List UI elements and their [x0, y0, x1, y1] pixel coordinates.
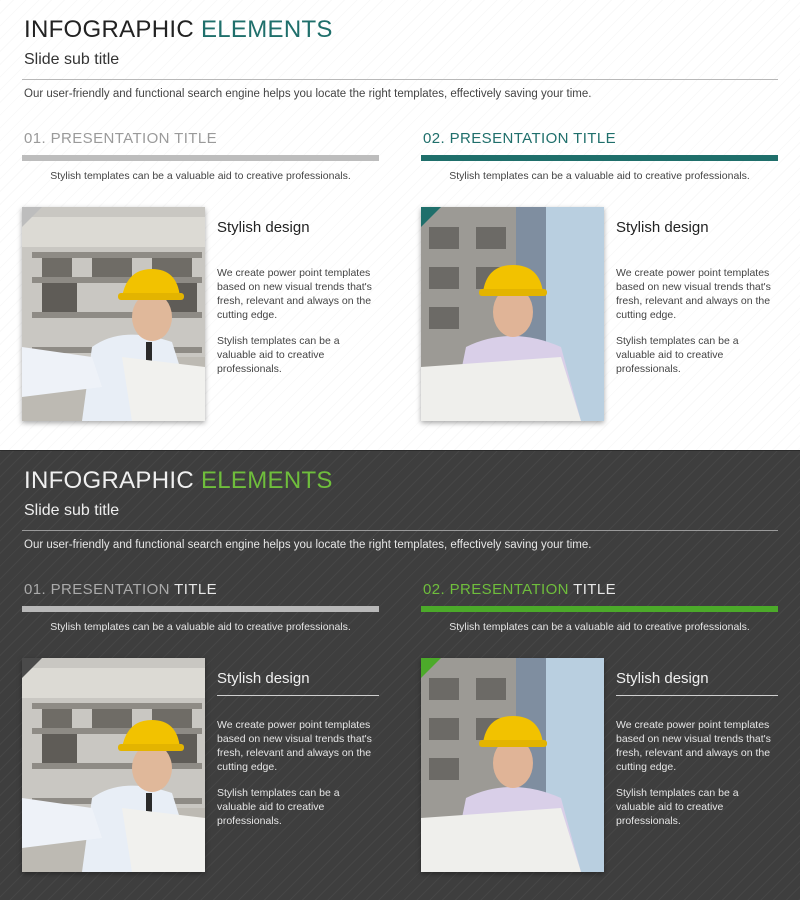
- section-title-part2: TITLE: [174, 581, 218, 598]
- section-title: [421, 130, 778, 152]
- slide-title: [24, 467, 333, 495]
- corner-accent: [421, 658, 441, 678]
- slide-title: [24, 16, 333, 44]
- slide-title-accent: ELEMENTS: [200, 467, 333, 494]
- card-text: [217, 670, 379, 828]
- card-paragraph-1: We create power point templates based on new visual trends that's fresh, relevant and always on the cutting edge.: [217, 719, 372, 773]
- card-paragraph-2: Stylish templates can be a valuable aid to creative professionals.: [616, 335, 739, 375]
- section-bar: [421, 155, 778, 161]
- card-text: [217, 219, 379, 376]
- section-2: [421, 130, 778, 423]
- card-text: [616, 670, 778, 828]
- slide-subtitle: Slide sub title: [24, 51, 120, 68]
- intro-text: Our user-friendly and functional search engine helps you locate the right templates, effectively saving your time.: [24, 88, 592, 100]
- section-bar: [22, 155, 379, 161]
- section-title-part2: TITLE: [573, 581, 617, 598]
- card-text: [616, 219, 778, 376]
- card-heading: Stylish design: [616, 670, 778, 696]
- section-title-part2: TITLE: [174, 130, 218, 147]
- section-title-part1: 01. PRESENTATION: [24, 130, 170, 147]
- content-card: [22, 658, 379, 874]
- section-2: [421, 581, 778, 874]
- divider: [22, 79, 778, 80]
- section-1: [22, 130, 379, 423]
- section-title-part1: 02. PRESENTATION: [423, 130, 569, 147]
- content-card: [22, 207, 379, 423]
- corner-accent: [22, 658, 42, 678]
- section-bar: [421, 606, 778, 612]
- section-description: Stylish templates can be a valuable aid to creative professionals.: [449, 170, 750, 182]
- content-card: [421, 658, 778, 874]
- engineer-photo: [421, 207, 604, 421]
- section-description: Stylish templates can be a valuable aid to creative professionals.: [50, 170, 351, 182]
- divider: [22, 530, 778, 531]
- corner-accent: [421, 207, 441, 227]
- engineer-photo: [22, 658, 205, 872]
- section-title: [22, 130, 379, 152]
- card-paragraph-1: We create power point templates based on new visual trends that's fresh, relevant and always on the cutting edge.: [616, 719, 771, 773]
- intro-text: Our user-friendly and functional search engine helps you locate the right templates, effectively saving your time.: [24, 539, 592, 551]
- section-title: [421, 581, 778, 603]
- section-title-part2: TITLE: [573, 130, 617, 147]
- card-paragraph-1: We create power point templates based on new visual trends that's fresh, relevant and always on the cutting edge.: [616, 267, 771, 321]
- section-description: Stylish templates can be a valuable aid to creative professionals.: [50, 621, 351, 633]
- section-description: Stylish templates can be a valuable aid to creative professionals.: [449, 621, 750, 633]
- engineer-photo: [421, 658, 604, 872]
- content-card: [421, 207, 778, 423]
- corner-accent: [22, 207, 42, 227]
- card-paragraph-2: Stylish templates can be a valuable aid to creative professionals.: [616, 787, 739, 827]
- section-title-part1: 02. PRESENTATION: [423, 581, 569, 598]
- section-title: [22, 581, 379, 603]
- engineer-photo: [22, 207, 205, 421]
- card-heading: Stylish design: [616, 219, 709, 236]
- slide-title-main: INFOGRAPHIC: [24, 16, 194, 43]
- card-heading: Stylish design: [217, 219, 310, 236]
- section-title-part1: 01. PRESENTATION: [24, 581, 170, 598]
- slide-subtitle: Slide sub title: [24, 502, 120, 519]
- section-1: [22, 581, 379, 874]
- card-heading: Stylish design: [217, 670, 379, 696]
- section-bar: [22, 606, 379, 612]
- card-paragraph-2: Stylish templates can be a valuable aid to creative professionals.: [217, 787, 340, 827]
- slide-title-main: INFOGRAPHIC: [24, 467, 194, 494]
- card-paragraph-2: Stylish templates can be a valuable aid to creative professionals.: [217, 335, 340, 375]
- slide-title-accent: ELEMENTS: [200, 16, 333, 43]
- slide-dark: [0, 450, 800, 900]
- card-paragraph-1: We create power point templates based on new visual trends that's fresh, relevant and always on the cutting edge.: [217, 267, 372, 321]
